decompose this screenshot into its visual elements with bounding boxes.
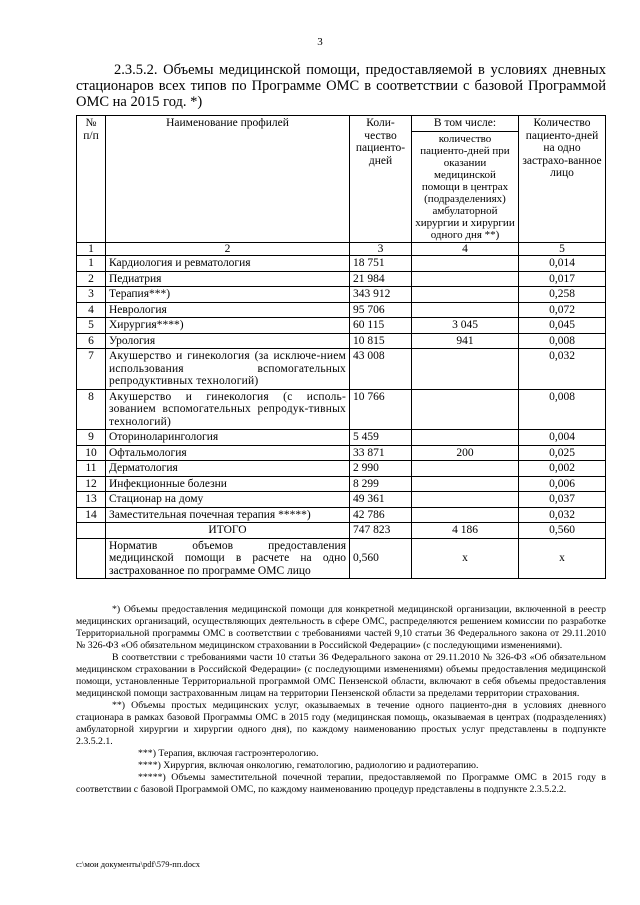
column-number: 4 [412,242,519,256]
row-num: 8 [77,389,106,430]
footnote-3: **) Объемы простых медицинских услуг, оказываемых в течение одного пациенто-дня в условиях дневного стационара в рамках базовой Программы ОМС в 2015 году (медицинская помощь, оказываемая в центрах (подразделениях) амбулаторной хирургии и хирургии одного дня), по каждому наименованию простых услуг представлены в подпункте 2.3.5.2.1. [76,700,606,747]
table-row [77,507,606,523]
table-row [77,318,606,334]
row-num: 2 [77,271,106,287]
norm-qty-per: x [519,538,606,579]
table-header-row [77,116,606,132]
column-number-row [77,242,606,256]
row-qty: 2 990 [350,461,412,477]
row-name: Дерматология [106,461,350,477]
volumes-table [76,115,606,579]
row-qty-per: 0,002 [519,461,606,477]
header-including: В том числе: [412,116,519,132]
row-qty: 10 815 [350,333,412,349]
row-including [412,389,519,430]
row-including [412,256,519,272]
row-qty-per: 0,008 [519,389,606,430]
row-including [412,492,519,508]
table-row [77,476,606,492]
row-qty-per: 0,017 [519,271,606,287]
table-row [77,287,606,303]
footnote-4: ***) Терапия, включая гастроэнтерологию. [138,748,319,759]
row-qty-per: 0,008 [519,333,606,349]
row-name: Акушерство и гинекология (за исключе-нием использования вспомогательных репродуктивных технологий) [106,349,350,390]
row-num: 13 [77,492,106,508]
total-including: 4 186 [412,523,519,539]
row-name: Офтальмология [106,445,350,461]
row-name: Акушерство и гинекология (с исполь-зованием вспомогательных репродук-тивных технологий) [106,389,350,430]
row-qty-per: 0,032 [519,507,606,523]
column-number: 1 [77,242,106,256]
row-qty: 8 299 [350,476,412,492]
total-num [77,523,106,539]
total-row [77,523,606,539]
row-including [412,271,519,287]
row-qty: 95 706 [350,302,412,318]
row-num: 1 [77,256,106,272]
table-row [77,333,606,349]
table-row [77,389,606,430]
table-row [77,430,606,446]
column-number: 5 [519,242,606,256]
column-number: 3 [350,242,412,256]
row-including [412,302,519,318]
row-name: Оториноларингология [106,430,350,446]
header-num: № п/п [77,116,106,243]
row-name: Стационар на дому [106,492,350,508]
page-number: 3 [317,36,323,48]
row-qty: 33 871 [350,445,412,461]
norm-num [77,538,106,579]
row-qty: 60 115 [350,318,412,334]
row-num: 3 [77,287,106,303]
row-qty-per: 0,006 [519,476,606,492]
row-including [412,430,519,446]
norm-qty: 0,560 [350,538,412,579]
file-path-footer: c:\мои документы\pdf\579-пп.docx [76,859,201,869]
row-name: Инфекционные болезни [106,476,350,492]
row-num: 7 [77,349,106,390]
row-num: 6 [77,333,106,349]
row-qty: 49 361 [350,492,412,508]
row-qty-per: 0,072 [519,302,606,318]
row-including [412,476,519,492]
row-including [412,507,519,523]
row-name: Терапия***) [106,287,350,303]
table-row [77,349,606,390]
row-including [412,287,519,303]
footnotes [76,604,606,796]
table-row [77,492,606,508]
header-qty-per: Количество пациенто-дней на одно застрахо-ванное лицо [519,116,606,243]
row-num: 11 [77,461,106,477]
row-name: Хирургия****) [106,318,350,334]
row-num: 14 [77,507,106,523]
row-name: Неврология [106,302,350,318]
footnote-6: *****) Объемы заместительной почечной терапии, предоставляемой по Программе ОМС в 2015 году в соответствии с базовой Программой ОМС, по каждому наименованию процедур представлены в подпункте 2.3.5.2.2. [76,772,606,795]
row-qty: 42 786 [350,507,412,523]
row-num: 9 [77,430,106,446]
footnote-2: В соответствии с требованиями части 10 статьи 36 Федерального закона от 29.11.2010 № 326-ФЗ «Об обязательном медицинском страховании в Российской Федерации» (с последующими изменениями) объемы предоставления медицинской помощи, установленные Территориальной программой ОМС Пензенской области, включают в себя объемы предоставления медицинской помощи застрахованным лицам на территории Пензенской области за пределами территории страхования. [76,652,606,699]
section-heading: 2.3.5.2. Объемы медицинской помощи, предоставляемой в условиях дневных стационаров всех типов по Программе ОМС в соответствии с базовой Программой ОМС на 2015 год. *) [76,62,606,110]
row-qty: 43 008 [350,349,412,390]
row-including: 200 [412,445,519,461]
table-row [77,271,606,287]
row-qty-per: 0,037 [519,492,606,508]
row-qty-per: 0,025 [519,445,606,461]
header-name: Наименование профилей [106,116,350,243]
total-qty: 747 823 [350,523,412,539]
norm-label: Норматив объемов предоставления медицинской помощи в расчете на одно застрахованное по программе ОМС лицо [106,538,350,579]
row-num: 4 [77,302,106,318]
row-num: 12 [77,476,106,492]
row-qty-per: 0,014 [519,256,606,272]
row-qty: 5 459 [350,430,412,446]
row-qty-per: 0,045 [519,318,606,334]
row-qty: 18 751 [350,256,412,272]
norm-including: x [412,538,519,579]
row-num: 5 [77,318,106,334]
row-qty-per: 0,258 [519,287,606,303]
norm-row [77,538,606,579]
table-row [77,445,606,461]
row-num: 10 [77,445,106,461]
header-qty: Коли-чество пациенто-дней [350,116,412,243]
row-including [412,349,519,390]
footnote-5: ****) Хирургия, включая онкологию, гематологию, радиологию и радиотерапию. [138,760,479,771]
row-including: 3 045 [412,318,519,334]
table-row [77,302,606,318]
footnote-1: *) Объемы предоставления медицинской помощи для конкретной медицинской организации, включенной в реестр медицинских организаций, осуществляющих деятельность в сфере ОМС, распределяются решением комиссии по разработке Территориальной программы ОМС в соответствии с требованиями частей 9,10 статьи 36 Федерального закона от 29.11.2010 № 326-ФЗ «Об обязательном медицинском страховании в Российской Федерации» (с последующими изменениями). [76,604,606,651]
row-including: 941 [412,333,519,349]
total-label: ИТОГО [106,523,350,539]
table-row [77,256,606,272]
row-qty: 343 912 [350,287,412,303]
row-qty: 10 766 [350,389,412,430]
row-qty-per: 0,004 [519,430,606,446]
row-including [412,461,519,477]
header-including-sub: количество пациенто-дней при оказании медицинской помощи в центрах (подразделениях) амбулаторной хирургии и хирургии одного дня **) [412,131,519,242]
row-name: Урология [106,333,350,349]
row-qty-per: 0,032 [519,349,606,390]
column-number: 2 [106,242,350,256]
row-name: Заместительная почечная терапия *****) [106,507,350,523]
table-row [77,461,606,477]
total-qty-per: 0,560 [519,523,606,539]
row-name: Педиатрия [106,271,350,287]
row-qty: 21 984 [350,271,412,287]
row-name: Кардиология и ревматология [106,256,350,272]
